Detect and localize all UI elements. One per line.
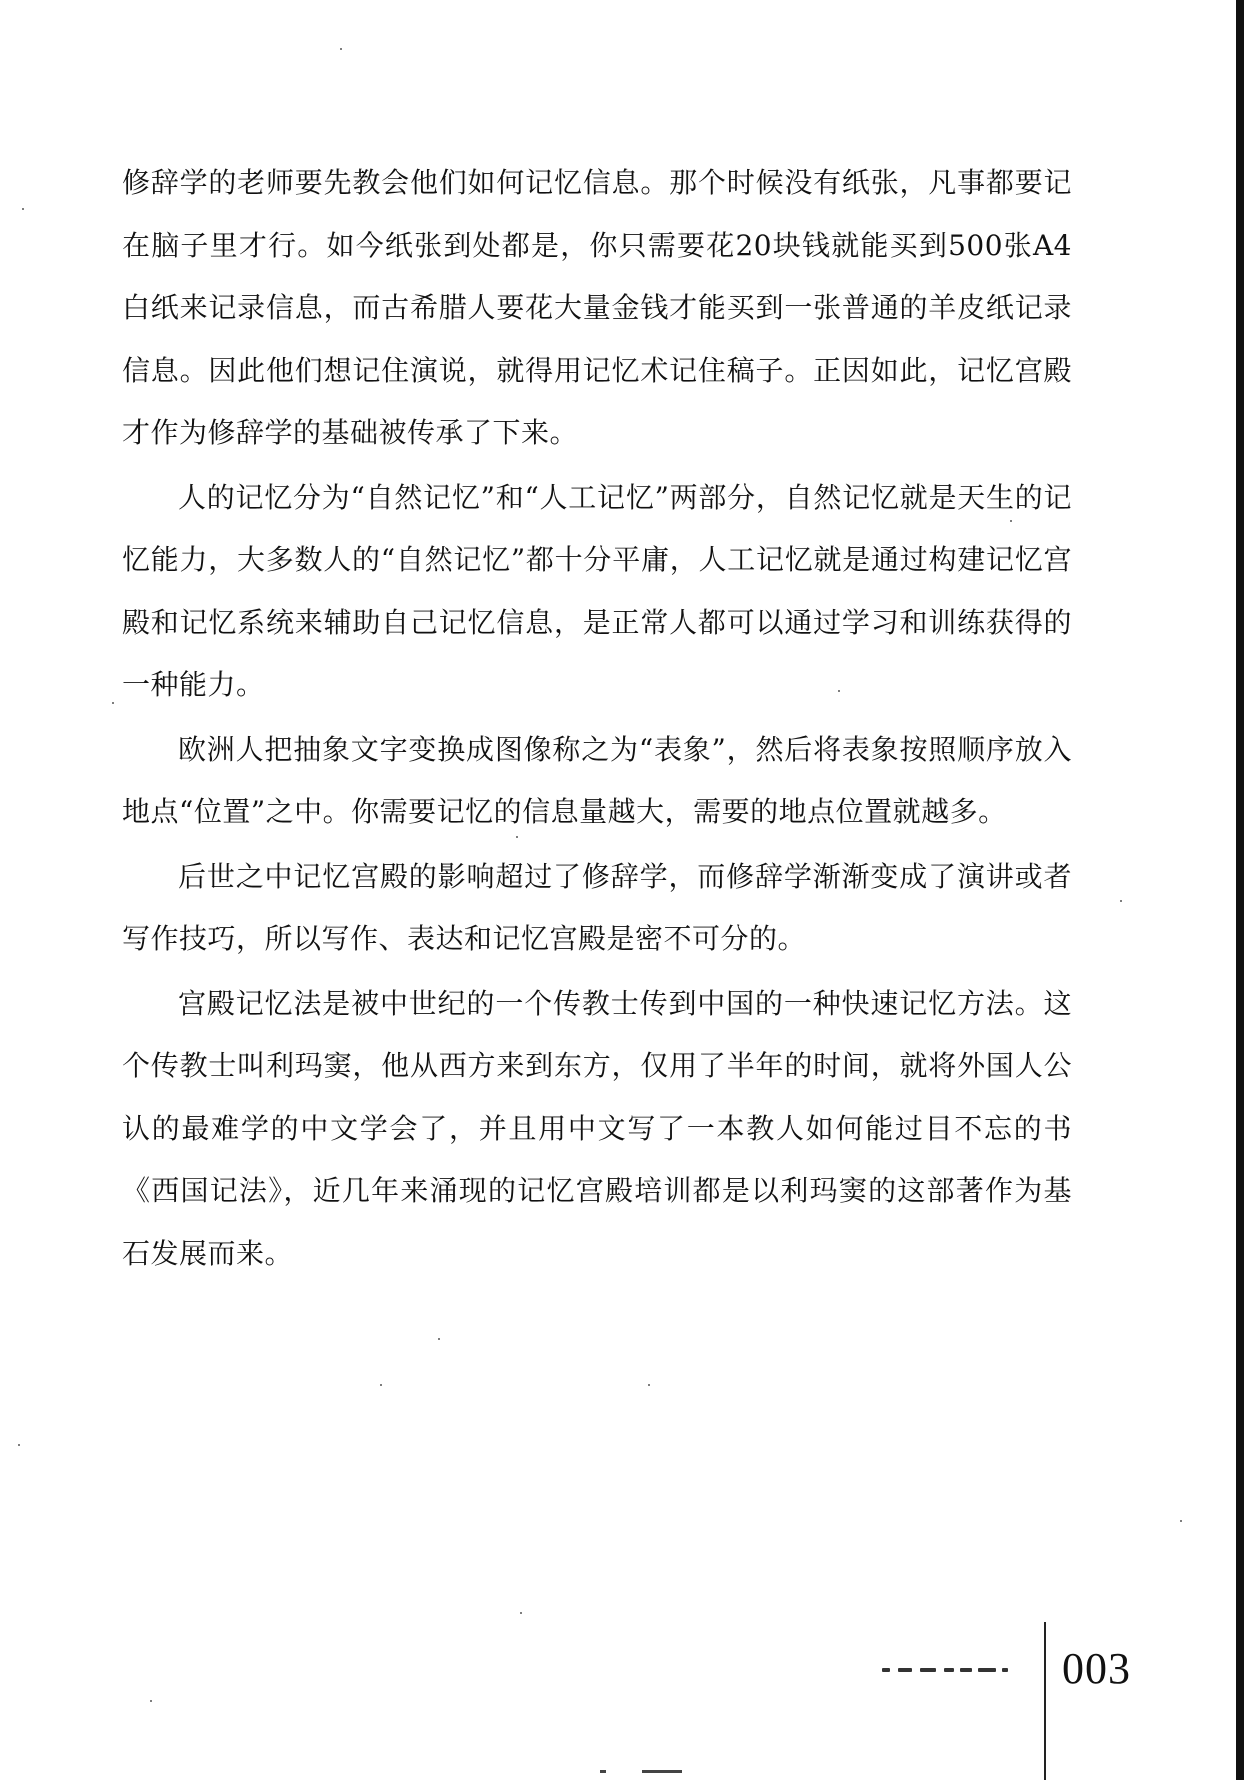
paragraph: 后世之中记忆宫殿的影响超过了修辞学，而修辞学渐渐变成了演讲或者写作技巧，所以写作、表达和记忆宫殿是密不可分的。 bbox=[122, 859, 1072, 955]
scan-speck bbox=[112, 702, 114, 704]
footer-divider bbox=[1044, 1622, 1046, 1780]
scan-marks bbox=[600, 1768, 690, 1774]
paragraph: 人的记忆分为“自然记忆”和“人工记忆”两部分，自然记忆就是天生的记忆能力，大多数人的“自然记忆”都十分平庸，人工记忆就是通过构建记忆宫殿和记忆系统来辅助自己记忆信息，是正常人都可以通过学习和训练获得的一种能力。 bbox=[122, 480, 1072, 701]
scan-speck bbox=[1010, 520, 1012, 522]
paragraph: 修辞学的老师要先教会他们如何记忆信息。那个时候没有纸张，凡事都要记在脑子里才行。如今纸张到处都是，你只需要花20块钱就能买到500张A4白纸来记录信息，而古希腊人要花大量金钱才能买到一张普通的羊皮纸记录信息。因此他们想记住演说，就得用记忆术记住稿子。正因如此，记忆宫殿才作为修辞学的基础被传承了下来。 bbox=[122, 166, 1072, 449]
scan-speck bbox=[340, 48, 342, 50]
page-number: 003 bbox=[1062, 1644, 1131, 1693]
scan-speck bbox=[22, 208, 24, 210]
scan-speck bbox=[438, 1338, 440, 1340]
scan-speck bbox=[380, 1384, 382, 1386]
scan-speck bbox=[520, 1612, 522, 1614]
paragraph: 欧洲人把抽象文字变换成图像称之为“表象”，然后将表象按照顺序放入地点“位置”之中。你需要记忆的信息量越大，需要的地点位置就越多。 bbox=[122, 732, 1072, 828]
scan-speck bbox=[516, 836, 518, 838]
scan-speck bbox=[648, 1384, 650, 1386]
scan-speck bbox=[18, 1444, 20, 1446]
scan-speck bbox=[1180, 1520, 1182, 1522]
scan-edge bbox=[1236, 0, 1244, 1780]
running-footer-smudge bbox=[880, 1660, 1030, 1680]
body-text bbox=[122, 152, 1072, 1285]
scan-speck bbox=[150, 1700, 152, 1702]
scan-speck bbox=[838, 690, 840, 692]
scan-speck bbox=[1120, 900, 1122, 902]
paragraph: 宫殿记忆法是被中世纪的一个传教士传到中国的一种快速记忆方法。这个传教士叫利玛窦，他从西方来到东方，仅用了半年的时间，就将外国人公认的最难学的中文学会了，并且用中文写了一本教人如何能过目不忘的书《西国记法》，近几年来涌现的记忆宫殿培训都是以利玛窦的这部著作为基石发展而来。 bbox=[122, 986, 1072, 1270]
